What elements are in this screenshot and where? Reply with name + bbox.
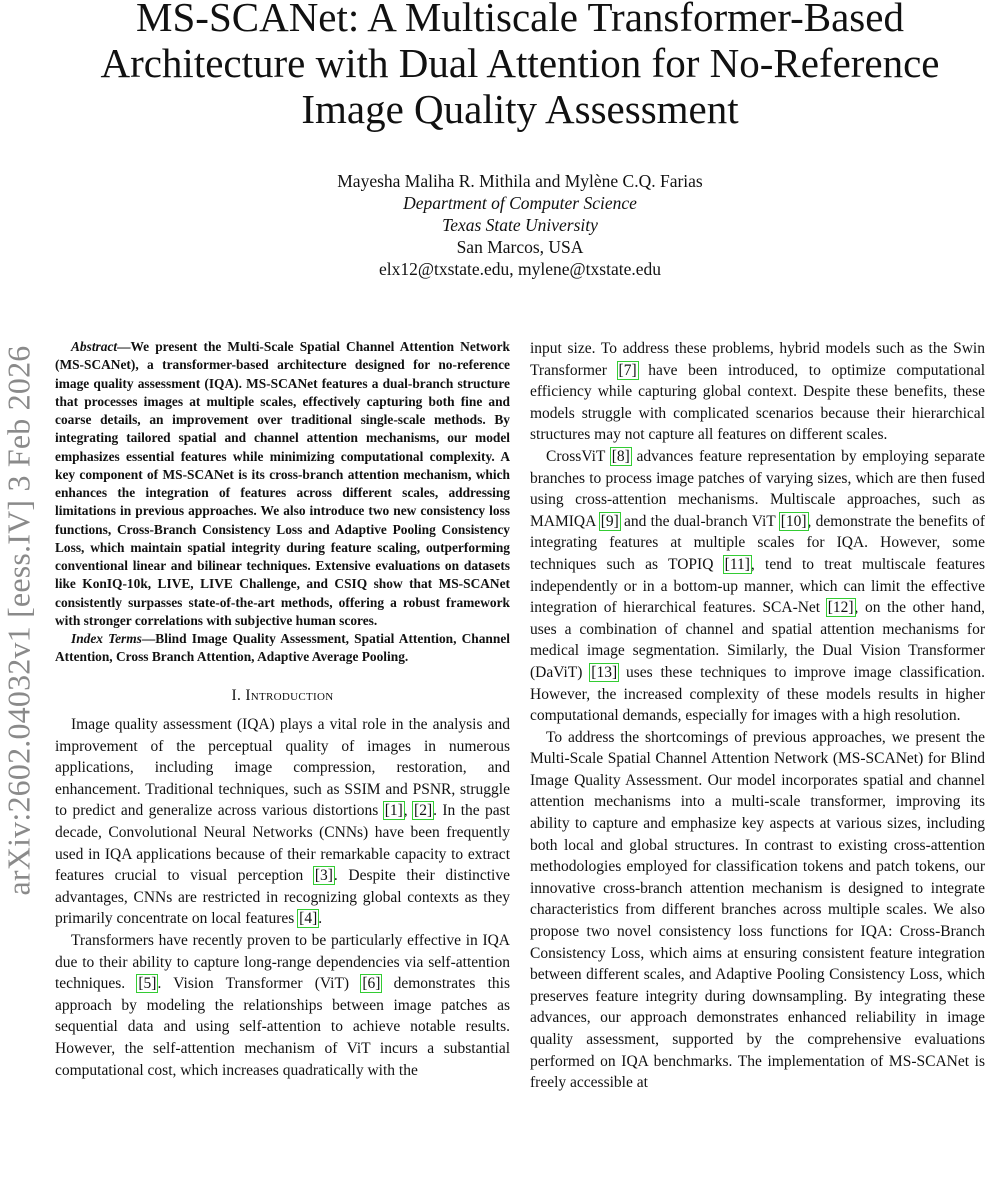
text-run: , on the other hand, uses a combination of channel and spatial attention mechanisms for medical image segmentation. Similarly, the Dual Vision Transformer (DaViT)	[530, 599, 985, 681]
index-terms-label: Index Terms	[71, 631, 142, 646]
author-names: Mayesha Maliha R. Mithila and Mylène C.Q. Farias	[337, 171, 703, 191]
intro-paragraph-4	[530, 446, 985, 727]
index-terms-text: —Blind Image Quality Assessment, Spatial Attention, Channel Attention, Cross Branch Attention, Adaptive Average Pooling.	[55, 631, 510, 665]
author-emails: elx12@txstate.edu, mylene@txstate.edu	[378, 259, 662, 279]
citation-link[interactable]: [7]	[618, 361, 637, 379]
text-run: . In the past decade, Convolutional Neural Networks (CNNs) have been frequently used in IQA applications because of their remarkable capacity to extract features crucial to visual perception	[55, 802, 510, 885]
location: San Marcos, USA	[456, 237, 584, 257]
right-column	[530, 338, 985, 1094]
text-run: . Despite their distinctive advantages, CNNs are restricted in recognizing global contexts as they primarily concentrate on local features	[55, 867, 510, 928]
section-heading	[55, 685, 510, 707]
citation-link[interactable]: [2]	[414, 802, 433, 820]
author-block	[40, 170, 985, 280]
text-run: demonstrates this approach by modeling the relationships between image patches as sequential data and using self-attention to achieve notable results. However, the self-attention mechanism of ViT incurs a substantial computational cost, which increases quadratically with the	[55, 975, 510, 1079]
abstract	[55, 338, 510, 630]
paper-title	[40, 0, 985, 132]
left-column	[55, 338, 510, 1081]
title-line-3: Image Quality Assessment	[301, 86, 739, 132]
text-run: input size. To address these problems, hybrid models such as the Swin Transformer	[530, 340, 985, 379]
intro-paragraph-5: To address the shortcomings of previous approaches, we present the Multi-Scale Spatial Channel Attention Network (MS-SCANet) for Blind Image Quality Assessment. Our model incorporates spatial and channel attention mechanisms into a multi-scale transformer, improving its ability to capture and emphasize key aspects at various sizes, including both local and global structures. In contrast to existing cross-attention methodologies employed for classification tokens and patch tokens, our innovative cross-branch attention mechanism is designed to integrate characteristics from different branches across multiple scales. We also propose two novel consistency loss functions for IQA: Cross-Branch Consistency Loss, which aims at ensuring consistent feature integration between different scales, and Adaptive Pooling Consistency Loss, which preserves feature integrity during downsampling. By integrating these advances, our approach demonstrates enhanced reliability in image quality assessment, supported by the comprehensive evaluations performed on IQA benchmarks. The implementation of MS-SCANet is freely accessible at	[530, 728, 985, 1092]
index-terms	[55, 630, 510, 667]
citation-link[interactable]: [4]	[299, 910, 318, 928]
abstract-text: —We present the Multi-Scale Spatial Channel Attention Network (MS-SCANet), a transformer-based architecture designed for no-reference image quality assessment (IQA). MS-SCANet features a dual-branch structure that processes images at multiple scales, effectively capturing both fine and coarse details, an improvement over traditional single-scale methods. By integrating tailored spatial and channel attention mechanisms, our model emphasizes essential features while minimizing computational complexity. A key component of MS-SCANet is its cross-branch attention mechanism, which enhances the integration of features across different scales, addressing limitations in previous approaches. We also introduce two new consistency loss functions, Cross-Branch Consistency Loss and Adaptive Pooling Consistency Loss, which maintain spatial integrity during feature scaling, outperforming conventional linear and bilinear techniques. Extensive evaluations on datasets like KonIQ-10k, LIVE, LIVE Challenge, and CSIQ show that MS-SCANet consistently surpasses state-of-the-art methods, offering a robust framework with stronger correlations with subjective human scores.	[55, 339, 510, 628]
intro-paragraph-3	[530, 338, 985, 446]
text-run: Image quality assessment (IQA) plays a vital role in the analysis and improvement of the perceptual quality of images in numerous applications, including image compression, restoration, and enhancement. Traditional techniques, such as SSIM and PSNR, struggle to predict and generalize across various distortions	[55, 716, 510, 820]
title-line-2: Architecture with Dual Attention for No-Reference	[100, 40, 940, 86]
text-run: , demonstrate the benefits of integrating features at multiple scales for IQA. However, some techniques such as TOPIQ	[530, 512, 985, 573]
section-title: Introduction	[245, 686, 334, 704]
abstract-label: Abstract	[71, 339, 118, 354]
text-run: have been introduced, to optimize computational efficiency while capturing global context. Despite these benefits, these models struggle with complicated scenarios because their hierarchical structures may not capture all features on different scales.	[530, 361, 985, 444]
citation-link[interactable]: [9]	[600, 512, 619, 530]
citation-link[interactable]: [6]	[362, 975, 381, 993]
text-run: advances feature representation by employing separate branches to process image patches of varying sizes, which are then fused using cross-attention mechanisms. Multiscale approaches, such as MAMIQA	[530, 447, 985, 530]
text-run: CrossViT	[546, 447, 611, 465]
university: Texas State University	[442, 215, 598, 235]
arxiv-identifier	[0, 300, 38, 940]
citation-link[interactable]: [13]	[591, 663, 618, 681]
text-run: and the dual-branch ViT	[619, 512, 780, 530]
citation-link[interactable]: [8]	[611, 447, 630, 465]
intro-paragraph-2	[55, 930, 510, 1081]
citation-link[interactable]: [1]	[384, 802, 403, 820]
text-run: uses these techniques to improve image classification. However, the increased complexity of these models results in higher computational demands, especially for images with a high resolution.	[530, 663, 985, 725]
text-run: , tend to treat multiscale features independently or in a bottom-up manner, which can limit the effective integration of hierarchical features. SCA-Net	[530, 555, 985, 617]
text-run: ,	[403, 802, 414, 820]
title-line-1: MS-SCANet: A Multiscale Transformer-Based	[136, 0, 904, 40]
citation-link[interactable]: [5]	[138, 975, 157, 993]
arxiv-id-text: arXiv:2602.04032v1 [eess.IV] 3 Feb 2026	[0, 345, 37, 895]
text-run: Transformers have recently proven to be particularly effective in IQA due to their ability to capture long-range dependencies via self-attention techniques.	[55, 932, 510, 993]
citation-link[interactable]: [3]	[314, 867, 333, 885]
citation-link[interactable]: [12]	[827, 599, 854, 617]
intro-paragraph-1	[55, 714, 510, 930]
department: Department of Computer Science	[403, 193, 637, 213]
citation-link[interactable]: [10]	[780, 512, 807, 530]
section-number: I.	[231, 686, 242, 704]
citation-link[interactable]: [11]	[724, 555, 750, 573]
text-run: . Vision Transformer (ViT)	[157, 975, 362, 993]
text-run: .	[318, 910, 323, 928]
